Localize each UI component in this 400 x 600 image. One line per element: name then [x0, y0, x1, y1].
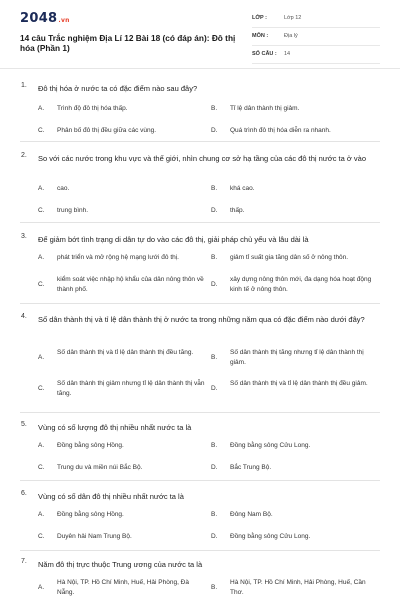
divider [20, 550, 380, 551]
question-number: 1. [21, 82, 27, 89]
option-text: thấp. [230, 207, 245, 214]
option-text: Đồng bằng sông Cửu Long. [230, 442, 311, 449]
option-letter: D. [211, 385, 218, 392]
meta-value[interactable]: Lớp 12 [284, 15, 302, 21]
question-text: Năm đô thị trực thuộc Trung ương của nước ta là [38, 560, 203, 569]
option-text: Duyên hải Nam Trung Bộ. [57, 533, 132, 540]
option-letter: C. [38, 533, 45, 540]
option-letter: B. [211, 354, 218, 361]
option-text: phát triển và mở rộng hệ mạng lưới đô thị. [57, 254, 179, 261]
meta-row-subject [252, 30, 380, 46]
logo-suffix: .vn [58, 17, 70, 24]
option-text: Hà Nội, TP. Hồ Chí Minh, Huế, Hải Phòng, Đà Nẵng. [57, 579, 189, 596]
option-letter: B. [211, 442, 218, 449]
option-text: Số dân thành thị tăng nhưng tỉ lệ dân thành thị giảm. [230, 349, 364, 366]
option-text: Số dân thành thị và tỉ lệ dân thành thị đều tăng. [57, 349, 194, 356]
option-text: Đồng bằng sông Cửu Long. [230, 533, 311, 540]
option-text: Đồng bằng sông Hồng. [57, 442, 124, 449]
meta-row-count [252, 48, 380, 64]
meta-label: MÔN : [252, 33, 269, 39]
option-text: kiểm soát việc nhập hộ khẩu của dân nông thôn về thành phố. [57, 276, 204, 293]
option-letter: C. [38, 385, 45, 392]
option-letter: A. [38, 254, 45, 261]
meta-label: LỚP : [252, 15, 267, 21]
option-letter: D. [211, 464, 218, 471]
option-text: Tỉ lệ dân thành thị giảm. [230, 105, 300, 112]
divider [20, 141, 380, 142]
option-text: cao. [57, 185, 70, 192]
question-number: 5. [21, 421, 27, 428]
option-text: khá cao. [230, 185, 255, 192]
question-number: 4. [21, 313, 27, 320]
option-text: xây dựng nông thôn mới, đa dạng hóa hoạt động kinh tế ở nông thôn. [230, 276, 372, 293]
quiz-title: 14 câu Trắc nghiệm Địa Lí 12 Bài 18 (có đáp án): Đô thị hóa (Phần 1) [20, 33, 236, 53]
option-letter: A. [38, 105, 45, 112]
divider [20, 412, 380, 413]
site-logo[interactable] [20, 11, 70, 26]
option-letter: A. [38, 584, 45, 591]
meta-row-class [252, 12, 380, 28]
question-text: Vùng có số dân đô thị nhiều nhất nước ta là [38, 492, 184, 501]
option-letter: B. [211, 105, 218, 112]
question-number: 2. [21, 152, 27, 159]
option-letter: A. [38, 442, 45, 449]
option-letter: B. [211, 185, 218, 192]
option-letter: A. [38, 511, 45, 518]
option-letter: B. [211, 254, 218, 261]
option-letter: D. [211, 281, 218, 288]
option-letter: C. [38, 207, 45, 214]
divider [20, 222, 380, 223]
option-text: Phân bố đô thị đều giữa các vùng. [57, 127, 157, 134]
option-letter: D. [211, 533, 218, 540]
option-letter: D. [211, 207, 218, 214]
divider [20, 303, 380, 304]
option-letter: B. [211, 584, 218, 591]
meta-label: SỐ CÂU : [252, 51, 277, 57]
option-letter: D. [211, 127, 218, 134]
option-letter: B. [211, 511, 218, 518]
question-number: 3. [21, 233, 27, 240]
option-letter: C. [38, 464, 45, 471]
option-letter: C. [38, 281, 45, 288]
option-text: Đông Nam Bộ. [230, 511, 273, 518]
question-number: 7. [21, 558, 27, 565]
option-text: Trung du và miền núi Bắc Bộ. [57, 464, 143, 471]
option-text: trung bình. [57, 207, 89, 214]
option-text: Bắc Trung Bộ. [230, 464, 272, 471]
option-text: Trình độ đô thị hóa thấp. [57, 105, 128, 112]
option-text: Hà Nội, TP. Hồ Chí Minh, Hải Phòng, Huế, Cần Thơ. [230, 579, 366, 596]
option-letter: A. [38, 185, 45, 192]
question-text: So với các nước trong khu vực và thế giới, nhìn chung cơ sở hạ tầng của các đô thị nước ta ở vào [38, 154, 366, 163]
meta-value: 14 [284, 51, 291, 57]
option-text: Đồng bằng sông Hồng. [57, 511, 124, 518]
option-text: Số dân thành thị giảm nhưng tỉ lệ dân thành thị vẫn tăng. [57, 380, 205, 397]
option-text: Quá trình đô thị hóa diễn ra nhanh. [230, 127, 331, 134]
meta-value[interactable]: Địa lý [284, 33, 298, 39]
question-text: Đô thị hóa ở nước ta có đặc điểm nào sau đây? [38, 84, 198, 93]
option-text: giảm tỉ suất gia tăng dân số ở nông thôn. [230, 254, 349, 261]
question-text: Vùng có số lượng đô thị nhiều nhất nước ta là [38, 423, 192, 432]
quiz-header [0, 0, 400, 69]
question-text: Số dân thành thị và tỉ lệ dân thành thị ở nước ta trong những năm qua có đặc điểm nào dưới đây? [38, 315, 365, 324]
quiz-meta [252, 12, 380, 66]
question-text: Để giảm bớt tình trạng di dân tự do vào các đô thị, giải pháp chủ yếu và lâu dài là [38, 235, 309, 244]
option-text: Số dân thành thị và tỉ lệ dân thành thị đều giảm. [230, 380, 368, 387]
divider [20, 480, 380, 481]
option-letter: C. [38, 127, 45, 134]
logo-text: 2048 [20, 11, 58, 26]
question-number: 6. [21, 490, 27, 497]
option-letter: A. [38, 354, 45, 361]
